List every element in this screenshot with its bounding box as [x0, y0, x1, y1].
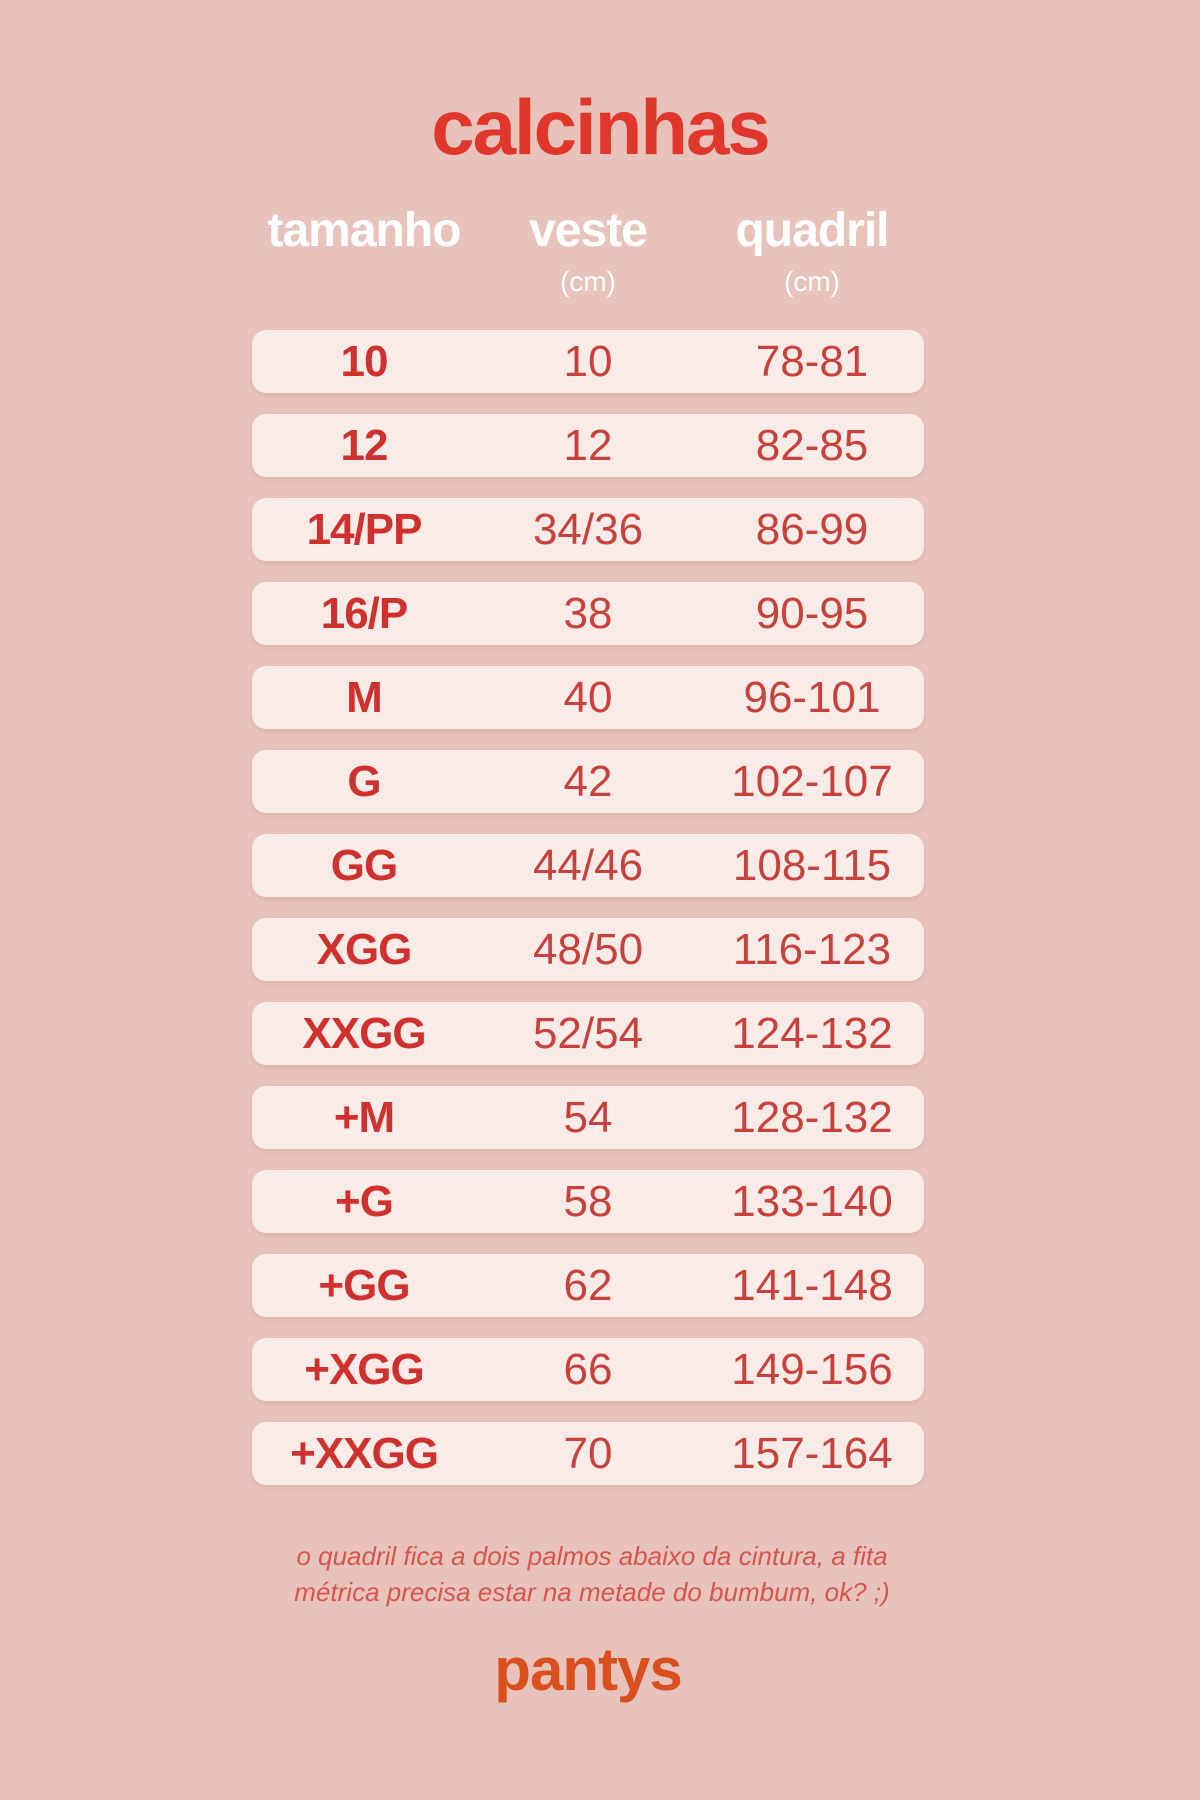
size-cell: 16/P — [320, 588, 408, 638]
quadril-cell: 124-132 — [731, 1008, 893, 1058]
veste-cell: 54 — [563, 1092, 613, 1142]
veste-cell: 70 — [563, 1428, 613, 1478]
measurement-note-line1: o quadril fica a dois palmos abaixo da cintura, a fita — [296, 1541, 888, 1571]
size-table — [252, 330, 924, 1485]
table-row — [252, 1170, 924, 1233]
quadril-cell: 86-99 — [755, 504, 869, 554]
page-title: calcinhas — [431, 83, 769, 171]
size-cell: XXGG — [302, 1008, 426, 1058]
table-row — [252, 750, 924, 813]
size-cell: +XGG — [304, 1344, 424, 1394]
quadril-cell: 108-115 — [732, 840, 892, 890]
veste-cell: 12 — [563, 420, 613, 470]
table-row — [252, 918, 924, 981]
column-unit — [252, 268, 476, 298]
column-header-quadril — [700, 206, 924, 298]
quadril-cell: 78-81 — [755, 336, 869, 386]
measurement-note — [0, 1538, 1184, 1611]
table-row — [252, 1086, 924, 1149]
veste-cell: 40 — [563, 672, 613, 722]
veste-cell: 52/54 — [532, 1008, 644, 1058]
table-row — [252, 582, 924, 645]
size-cell: M — [346, 672, 382, 722]
quadril-cell: 149-156 — [731, 1344, 893, 1394]
size-cell: +M — [333, 1092, 395, 1142]
column-unit: (cm) — [560, 266, 616, 298]
size-cell: +XXGG — [290, 1428, 438, 1478]
size-cell: +GG — [318, 1260, 410, 1310]
quadril-cell: 116-123 — [732, 924, 892, 974]
size-cell: XGG — [316, 924, 412, 974]
column-label: tamanho — [267, 204, 461, 257]
veste-cell: 34/36 — [532, 504, 644, 554]
column-label: quadril — [735, 204, 889, 257]
veste-cell: 58 — [563, 1176, 613, 1226]
table-row — [252, 666, 924, 729]
quadril-cell: 128-132 — [731, 1092, 893, 1142]
quadril-cell: 141-148 — [731, 1260, 893, 1310]
size-cell: 12 — [340, 420, 388, 470]
quadril-cell: 157-164 — [731, 1428, 893, 1478]
column-header-veste — [476, 206, 700, 298]
table-row — [252, 1338, 924, 1401]
veste-cell: 66 — [563, 1344, 613, 1394]
table-row — [252, 498, 924, 561]
veste-cell: 48/50 — [532, 924, 644, 974]
veste-cell: 42 — [563, 756, 613, 806]
table-row — [252, 834, 924, 897]
quadril-cell: 96-101 — [743, 672, 881, 722]
column-label: veste — [529, 204, 647, 257]
veste-cell: 44/46 — [532, 840, 644, 890]
quadril-cell: 90-95 — [755, 588, 869, 638]
measurement-note-line2: métrica precisa estar na metade do bumbum, ok? ;) — [294, 1577, 890, 1608]
size-cell: 10 — [340, 336, 388, 386]
veste-cell: 38 — [563, 588, 613, 638]
quadril-cell: 133-140 — [731, 1176, 893, 1226]
table-header — [252, 206, 924, 298]
veste-cell: 10 — [563, 336, 613, 386]
size-cell: +G — [335, 1176, 393, 1226]
table-row — [252, 1002, 924, 1065]
column-header-tamanho — [252, 206, 476, 298]
quadril-cell: 82-85 — [755, 420, 869, 470]
table-row — [252, 414, 924, 477]
table-row — [252, 1422, 924, 1485]
veste-cell: 62 — [563, 1260, 613, 1310]
table-row — [252, 330, 924, 393]
column-unit: (cm) — [784, 266, 840, 298]
size-cell: G — [347, 756, 381, 806]
size-cell: GG — [330, 840, 398, 890]
size-cell: 14/PP — [306, 504, 422, 554]
table-row — [252, 1254, 924, 1317]
quadril-cell: 102-107 — [731, 756, 893, 806]
brand-logo: pantys — [494, 1636, 682, 1703]
